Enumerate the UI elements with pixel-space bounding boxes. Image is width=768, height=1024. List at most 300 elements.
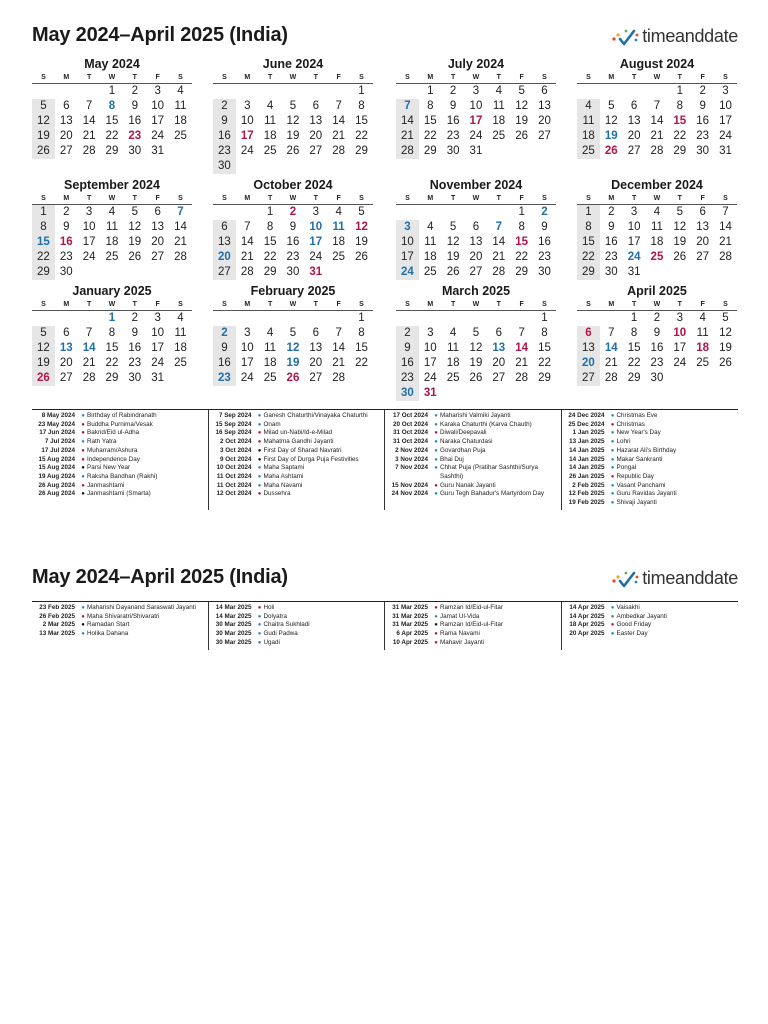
- day-cell: 17: [82, 236, 96, 248]
- day-cell: 16: [650, 342, 664, 354]
- bullet-icon: ●: [434, 622, 438, 629]
- day-cell: 1: [427, 85, 434, 97]
- day-cell: 18: [263, 357, 277, 369]
- holiday-date: 17 Jul 2024: [41, 446, 75, 454]
- day-cell: 31: [309, 266, 323, 278]
- holiday-name: Chhat Puja (Pratihar Sashthi/Surya Sashthi): [440, 464, 539, 480]
- holiday-row: [385, 438, 561, 447]
- week-row: [213, 159, 373, 174]
- week-row: [577, 326, 737, 341]
- day-cell: 16: [59, 236, 73, 248]
- month-calendar: [32, 56, 192, 159]
- day-cell: 14: [650, 115, 664, 127]
- day-cell: 12: [286, 115, 300, 127]
- holiday-date: 17 Oct 2024: [392, 412, 428, 419]
- holiday-name: Ganesh Chaturthi/Vinayaka Chaturthi: [263, 412, 368, 419]
- day-cell: 25: [263, 145, 277, 157]
- day-cell: 4: [495, 85, 502, 97]
- weekday-label: S: [222, 195, 227, 202]
- day-cell: 3: [676, 312, 683, 324]
- holiday-date: 14 Jan 2025: [569, 455, 605, 463]
- holiday-name: Easter Day: [616, 630, 648, 638]
- day-cell: 18: [577, 129, 600, 144]
- holiday-date: 10 Oct 2024: [216, 464, 252, 472]
- holiday-row: [32, 630, 208, 639]
- day-cell: 7: [244, 221, 251, 233]
- day-cell: 9: [131, 100, 138, 112]
- holiday-name: Dussehra: [263, 490, 291, 498]
- holiday-row: [209, 621, 385, 630]
- holiday-name: Diwali/Deepavali: [440, 429, 487, 437]
- weekday-label: M: [608, 74, 615, 81]
- month-calendar: [577, 56, 737, 159]
- day-cell: 8: [676, 100, 683, 112]
- weekday-label: S: [405, 301, 410, 308]
- day-cell: 27: [309, 372, 323, 384]
- holiday-row: [32, 604, 208, 613]
- empty-day: [282, 159, 305, 174]
- weekday-label: M: [63, 195, 70, 202]
- empty-day: [691, 371, 714, 386]
- bullet-icon: ●: [434, 439, 438, 446]
- day-cell: 10: [396, 235, 419, 250]
- day-cell: 6: [154, 206, 161, 218]
- week-row: [577, 235, 737, 250]
- day-cell: 17: [673, 342, 687, 354]
- holiday-name: Ramadan Start: [87, 621, 130, 629]
- day-cell: 7: [335, 327, 342, 339]
- holiday-column: [562, 602, 739, 650]
- holiday-name: Onam: [263, 420, 281, 428]
- holiday-row: [385, 429, 561, 438]
- holiday-name: Bakrid/Eid ul-Adha: [87, 429, 140, 437]
- bullet-icon: ●: [81, 430, 85, 437]
- day-cell: 4: [266, 327, 274, 339]
- day-cell: 19: [469, 357, 483, 369]
- day-cell: 10: [240, 115, 254, 127]
- day-cell: 29: [32, 265, 55, 280]
- holiday-name: Vasant Panchami: [616, 481, 666, 489]
- bullet-icon: ●: [610, 465, 615, 472]
- week-row: [396, 114, 556, 129]
- day-cell: 30: [650, 372, 664, 384]
- weekday-label: T: [631, 301, 637, 308]
- bullet-icon: ●: [610, 631, 615, 638]
- weekday-label: S: [178, 195, 183, 202]
- day-cell: 15: [32, 235, 55, 250]
- day-cell: 21: [719, 236, 732, 248]
- day-cell: 30: [128, 145, 142, 157]
- day-cell: 10: [719, 100, 732, 112]
- holiday-date: 14 Jan 2025: [569, 464, 605, 472]
- week-row: [577, 114, 737, 129]
- holiday-name: Pongal: [616, 464, 637, 472]
- week-row: [396, 326, 556, 341]
- holiday-name: Hazarat Ali's Birthday: [616, 446, 677, 454]
- holiday-row: [385, 639, 561, 648]
- holiday-name: Rama Navami: [440, 630, 480, 638]
- day-cell: 15: [673, 115, 687, 127]
- holiday-date: 25 Dec 2024: [568, 420, 605, 428]
- weekday-label: F: [336, 301, 341, 308]
- day-cell: 5: [722, 312, 729, 324]
- bullet-icon: ●: [257, 413, 262, 419]
- holiday-date: 24 Dec 2024: [568, 412, 605, 419]
- weekday-label: F: [155, 74, 160, 81]
- day-cell: 2: [63, 206, 70, 218]
- day-cell: 6: [495, 327, 502, 339]
- empty-day: [714, 371, 737, 386]
- month-title: November 2024: [429, 178, 523, 192]
- day-cell: 29: [423, 145, 437, 157]
- day-cell: 23: [286, 251, 300, 263]
- weekday-label: T: [132, 195, 137, 202]
- weekday-label: M: [427, 74, 434, 81]
- weekday-label: S: [542, 74, 547, 81]
- holiday-row: [562, 630, 739, 639]
- day-cell: 8: [32, 220, 55, 235]
- day-cell: 14: [82, 342, 96, 354]
- holiday-date: 3 Oct 2024: [219, 446, 252, 454]
- holiday-date: 12 Oct 2024: [216, 490, 252, 498]
- empty-day: [213, 205, 236, 220]
- day-cell: 5: [608, 100, 615, 112]
- bullet-icon: ●: [610, 413, 615, 419]
- week-row: [32, 311, 192, 326]
- day-cell: 23: [59, 251, 73, 263]
- holiday-date: 30 Mar 2025: [215, 630, 252, 638]
- logo-text-2: timeanddate: [642, 568, 738, 588]
- day-cell: 21: [492, 251, 506, 263]
- day-cell: 25: [174, 130, 187, 142]
- month-calendar: [213, 177, 373, 280]
- day-cell: 4: [699, 312, 706, 324]
- day-cell: 15: [627, 342, 641, 354]
- holiday-row: [209, 438, 385, 447]
- month-title: October 2024: [253, 178, 333, 192]
- day-cell: 14: [396, 114, 419, 129]
- day-cell: 12: [469, 342, 483, 354]
- holiday-name: Guru Tegh Bahadur's Martyrdom Day: [440, 490, 544, 498]
- day-cell: 1: [108, 85, 116, 97]
- bullet-icon: ●: [434, 430, 438, 437]
- bullet-icon: ●: [610, 421, 615, 428]
- day-cell: 14: [240, 236, 254, 248]
- weekday-label: T: [132, 74, 137, 81]
- bullet-icon: ●: [257, 605, 262, 611]
- day-cell: 11: [447, 342, 460, 354]
- day-cell: 16: [286, 236, 300, 248]
- day-cell: 21: [650, 130, 664, 142]
- bullet-icon: ●: [434, 465, 438, 472]
- day-cell: 22: [32, 250, 55, 265]
- day-cell: 7: [85, 100, 93, 112]
- day-cell: 27: [627, 145, 641, 157]
- weekday-header: [213, 72, 373, 84]
- day-cell: 22: [423, 130, 437, 142]
- holiday-list-1: [32, 409, 738, 510]
- holiday-row: [209, 613, 385, 622]
- holiday-date: 31 Mar 2025: [392, 604, 428, 611]
- day-cell: 16: [213, 356, 236, 371]
- holiday-row: [385, 464, 561, 481]
- day-cell: 10: [673, 327, 687, 339]
- weekday-label: S: [586, 301, 591, 308]
- day-cell: 11: [174, 100, 187, 112]
- weekday-label: M: [608, 301, 615, 308]
- day-cell: 18: [174, 342, 187, 354]
- day-cell: 7: [335, 100, 342, 112]
- weekday-label: S: [723, 195, 728, 202]
- holiday-row: [209, 421, 385, 430]
- holiday-date: 31 Oct 2024: [392, 429, 428, 437]
- day-cell: 24: [423, 372, 437, 384]
- day-cell: 30: [286, 266, 300, 278]
- bullet-icon: ●: [434, 605, 438, 611]
- holiday-date: 15 Nov 2024: [391, 481, 428, 489]
- day-cell: 6: [630, 100, 638, 112]
- holiday-name: Maha Ashtami: [263, 472, 304, 480]
- day-cell: 7: [653, 100, 661, 112]
- weekday-header: [213, 193, 373, 205]
- day-cell: 29: [105, 145, 119, 157]
- empty-day: [668, 371, 691, 386]
- day-cell: 16: [446, 115, 460, 127]
- day-cell: 18: [332, 236, 346, 248]
- day-cell: 28: [515, 372, 529, 384]
- day-cell: 9: [541, 221, 548, 233]
- empty-day: [510, 386, 533, 401]
- day-cell: 20: [492, 357, 506, 369]
- day-cell: 8: [108, 100, 116, 112]
- week-row: [213, 144, 373, 159]
- holiday-date: 26 Jan 2025: [569, 472, 605, 480]
- empty-day: [169, 144, 192, 159]
- holiday-name: Muharram/Ashura: [87, 446, 138, 454]
- weekday-label: S: [586, 74, 591, 81]
- day-cell: 11: [264, 342, 277, 354]
- day-cell: 21: [515, 357, 529, 369]
- day-cell: 31: [151, 145, 165, 157]
- week-row: [213, 235, 373, 250]
- day-cell: 13: [151, 221, 165, 233]
- empty-day: [396, 311, 419, 326]
- day-cell: 14: [515, 342, 529, 354]
- bullet-icon: ●: [610, 613, 615, 620]
- day-cell: 23: [128, 357, 142, 369]
- holiday-name: Guru Nanak Jayanti: [440, 481, 496, 489]
- day-cell: 2: [396, 326, 419, 341]
- holiday-name: Christmas: [616, 420, 645, 428]
- holiday-row: [562, 429, 739, 438]
- month-calendar: [213, 56, 373, 174]
- day-cell: 17: [396, 250, 419, 265]
- holiday-row: [562, 412, 739, 421]
- day-cell: 26: [32, 144, 55, 159]
- weekday-label: T: [677, 74, 682, 81]
- holiday-date: 31 Oct 2024: [392, 438, 428, 446]
- weekday-label: M: [608, 195, 615, 202]
- holiday-row: [32, 464, 208, 473]
- day-cell: 8: [630, 327, 638, 339]
- day-cell: 8: [358, 100, 365, 112]
- day-cell: 31: [151, 372, 165, 384]
- week-row: [213, 265, 373, 280]
- empty-day: [282, 84, 305, 99]
- week-row: [396, 99, 556, 114]
- holiday-name: Shivaji Jayanti: [616, 499, 657, 507]
- day-cell: 14: [492, 236, 506, 248]
- empty-day: [32, 84, 55, 99]
- weekday-label: W: [472, 74, 480, 81]
- holiday-row: [562, 438, 739, 447]
- day-cell: 3: [244, 100, 251, 112]
- month-calendar: [396, 177, 556, 280]
- day-cell: 7: [85, 327, 93, 339]
- holiday-date: 20 Oct 2024: [392, 420, 428, 428]
- empty-day: [146, 265, 169, 280]
- day-cell: 25: [492, 130, 506, 142]
- week-row: [396, 356, 556, 371]
- month-calendar: [577, 283, 737, 386]
- day-cell: 18: [650, 236, 664, 248]
- day-cell: 17: [240, 357, 254, 369]
- bullet-icon: ●: [610, 622, 615, 629]
- day-cell: 24: [627, 251, 641, 263]
- holiday-date: 23 Feb 2025: [39, 604, 75, 611]
- day-cell: 29: [627, 372, 641, 384]
- day-cell: 17: [423, 357, 437, 369]
- day-cell: 14: [82, 115, 96, 127]
- day-cell: 26: [286, 145, 300, 157]
- holiday-row: [562, 613, 739, 622]
- day-cell: 11: [650, 221, 663, 233]
- bullet-icon: ●: [81, 456, 85, 463]
- day-cell: 28: [604, 372, 618, 384]
- day-cell: 20: [577, 356, 600, 371]
- weekday-label: T: [132, 301, 137, 308]
- empty-day: [350, 265, 373, 280]
- bullet-icon: ●: [610, 439, 615, 446]
- day-cell: 16: [128, 115, 142, 127]
- bullet-icon: ●: [434, 421, 438, 428]
- day-cell: 31: [627, 266, 641, 278]
- day-cell: 24: [469, 130, 483, 142]
- day-cell: 22: [263, 251, 277, 263]
- day-cell: 20: [469, 251, 483, 263]
- empty-day: [533, 144, 556, 159]
- holiday-row: [385, 490, 561, 499]
- day-cell: 18: [492, 115, 506, 127]
- holiday-row: [385, 630, 561, 639]
- day-cell: 11: [105, 221, 118, 233]
- week-row: [213, 326, 373, 341]
- week-row: [396, 84, 556, 99]
- holiday-name: Republic Day: [616, 472, 654, 480]
- empty-day: [236, 205, 259, 220]
- day-cell: 20: [309, 357, 323, 369]
- holiday-name: New Year's Day: [616, 429, 661, 437]
- week-row: [577, 220, 737, 235]
- holiday-date: 17 Jun 2024: [39, 429, 75, 437]
- day-cell: 10: [423, 342, 437, 354]
- day-cell: 26: [515, 130, 529, 142]
- holiday-date: 24 Nov 2024: [391, 490, 428, 498]
- weekday-label: F: [519, 74, 524, 81]
- day-cell: 12: [515, 100, 529, 112]
- day-cell: 8: [577, 220, 600, 235]
- holiday-date: 13 Mar 2025: [39, 630, 75, 638]
- holiday-row: [32, 456, 208, 465]
- day-cell: 6: [699, 206, 706, 218]
- weekday-header: [213, 299, 373, 311]
- empty-day: [646, 265, 669, 280]
- holiday-name: Mahavir Jayanti: [440, 638, 485, 646]
- logo-icon: [610, 27, 640, 47]
- holiday-date: 19 Aug 2024: [38, 472, 75, 480]
- holiday-row: [562, 456, 739, 465]
- week-row: [577, 129, 737, 144]
- month-calendar: [213, 283, 373, 386]
- day-cell: 25: [696, 357, 710, 369]
- weekday-label: M: [427, 301, 434, 308]
- holiday-column: [209, 410, 386, 510]
- empty-day: [465, 386, 488, 401]
- day-cell: 30: [538, 266, 551, 278]
- day-cell: 30: [59, 266, 73, 278]
- week-row: [396, 386, 556, 401]
- holiday-name: Good Friday: [616, 621, 652, 629]
- weekday-label: T: [496, 301, 501, 308]
- holiday-name: Janmashtami: [87, 481, 125, 489]
- holiday-date: 31 Mar 2025: [392, 612, 428, 620]
- week-row: [213, 371, 373, 386]
- day-cell: 17: [627, 236, 641, 248]
- day-cell: 18: [174, 115, 187, 127]
- week-row: [577, 371, 737, 386]
- day-cell: 29: [538, 372, 551, 384]
- day-cell: 11: [174, 327, 187, 339]
- weekday-label: S: [405, 195, 410, 202]
- day-cell: 21: [82, 357, 96, 369]
- bullet-icon: ●: [81, 439, 85, 446]
- day-cell: 2: [653, 312, 661, 324]
- day-cell: 24: [396, 265, 419, 280]
- day-cell: 29: [355, 145, 368, 157]
- holiday-row: [385, 621, 561, 630]
- week-row: [213, 99, 373, 114]
- holiday-name: Holi: [263, 604, 275, 611]
- day-cell: 14: [332, 342, 346, 354]
- weekday-label: F: [519, 301, 524, 308]
- day-cell: 10: [469, 100, 483, 112]
- empty-day: [691, 265, 714, 280]
- day-cell: 23: [213, 371, 236, 386]
- day-cell: 12: [673, 221, 687, 233]
- holiday-name: Rath Yatra: [87, 438, 117, 446]
- day-cell: 18: [263, 130, 277, 142]
- bullet-icon: ●: [81, 413, 85, 419]
- bullet-icon: ●: [81, 622, 85, 629]
- holiday-row: [32, 473, 208, 482]
- week-row: [213, 341, 373, 356]
- day-cell: 6: [472, 221, 480, 233]
- holiday-name: Makar Sankranti: [616, 455, 663, 463]
- weekday-label: M: [244, 195, 251, 202]
- day-cell: 21: [240, 251, 254, 263]
- holiday-row: [562, 499, 739, 508]
- holiday-row: [562, 482, 739, 491]
